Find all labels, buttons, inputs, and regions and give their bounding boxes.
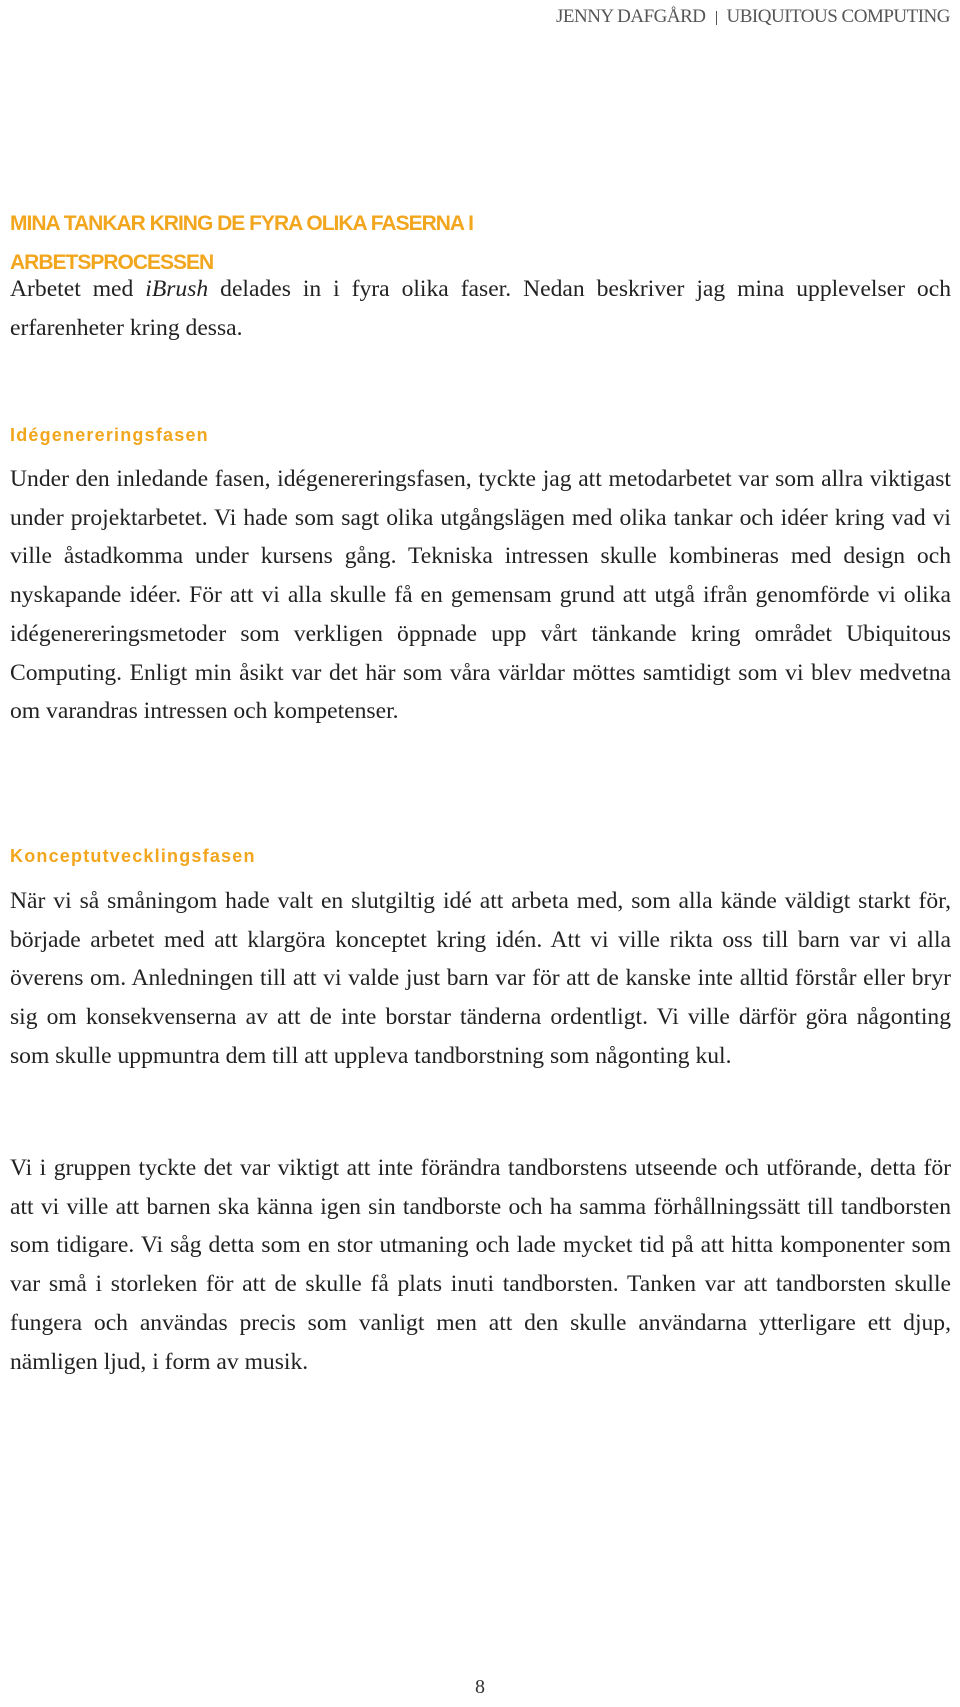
paragraph-konceptutveckling-1: När vi så småningom hade valt en slutgiltig idé att arbeta med, som alla kände väldigt starkt för, började arbetet med att klargöra konceptet kring idén. Att vi ville rikta oss till barn var vi alla överens om. Anledningen till att vi valde just barn var för att de kanske inte alltid förstår eller bryr sig om konsekvenserna av att de inte borstar tänderna ordentligt. Vi ville därför göra någonting som skulle uppmuntra dem till att uppleva tandborstning som någonting kul. bbox=[10, 888, 951, 1069]
paragraph-konceptutveckling-2: Vi i gruppen tyckte det var viktigt att inte förändra tandborstens utseende och utförande, detta för att vi ville att barnen ska känna igen sin tandborste och ha samma förhållningssätt till tandborsten som tidigare. Vi såg detta som en stor utmaning och lade mycket tid på att hitta komponenter som var små i storleken för att de skulle få plats inuti tandborsten. Tanken var att tandborsten skulle fungera och användas precis som vanligt men att den skulle användarna ytterligare ett djup, nämligen ljud, i form av musik. bbox=[10, 1155, 951, 1375]
intro-text-start: Arbetet med bbox=[10, 276, 146, 302]
intro-paragraph bbox=[10, 270, 951, 347]
chapter-title-line-1: MINA TANKAR KRING DE FYRA OLIKA FASERNA I bbox=[10, 212, 473, 235]
header-separator bbox=[716, 11, 717, 25]
paragraph-idegenerering: Under den inledande fasen, idégenereringsfasen, tyckte jag att metodarbetet var som allra viktigast under projektarbetet. Vi hade som sagt olika utgångslägen med olika tankar och idéer kring vad vi ville åstadkomma under kursens gång. Tekniska intressen skulle kombineras med design och nyskapande idéer. För att vi alla skulle få en gemensam grund att utgå ifrån genomförde vi olika idégenereringsmetoder som verkligen öppnade upp vårt tänkande kring området Ubiquitous Computing. Enligt min åsikt var det här som våra världar möttes samtidigt som vi blev medvetna om varandras intressen och kompetenser. bbox=[10, 466, 951, 725]
header-author: JENNY DAFGÅRD bbox=[555, 6, 706, 27]
page-number: 8 bbox=[475, 1676, 485, 1698]
intro-text-end: delades in i fyra olika faser. Nedan beskriver jag mina upplevelser och erfarenheter kring dessa. bbox=[10, 276, 951, 341]
section-title-konceptutveckling: Konceptutvecklingsfasen bbox=[10, 846, 256, 866]
product-name: iBrush bbox=[145, 276, 209, 302]
chapter-title-line-2: ARBETSPROCESSEN bbox=[10, 251, 214, 274]
section-title-idegenerering: Idégenereringsfasen bbox=[10, 425, 209, 445]
running-header bbox=[556, 6, 950, 28]
header-course: UBIQUITOUS COMPUTING bbox=[726, 6, 950, 27]
